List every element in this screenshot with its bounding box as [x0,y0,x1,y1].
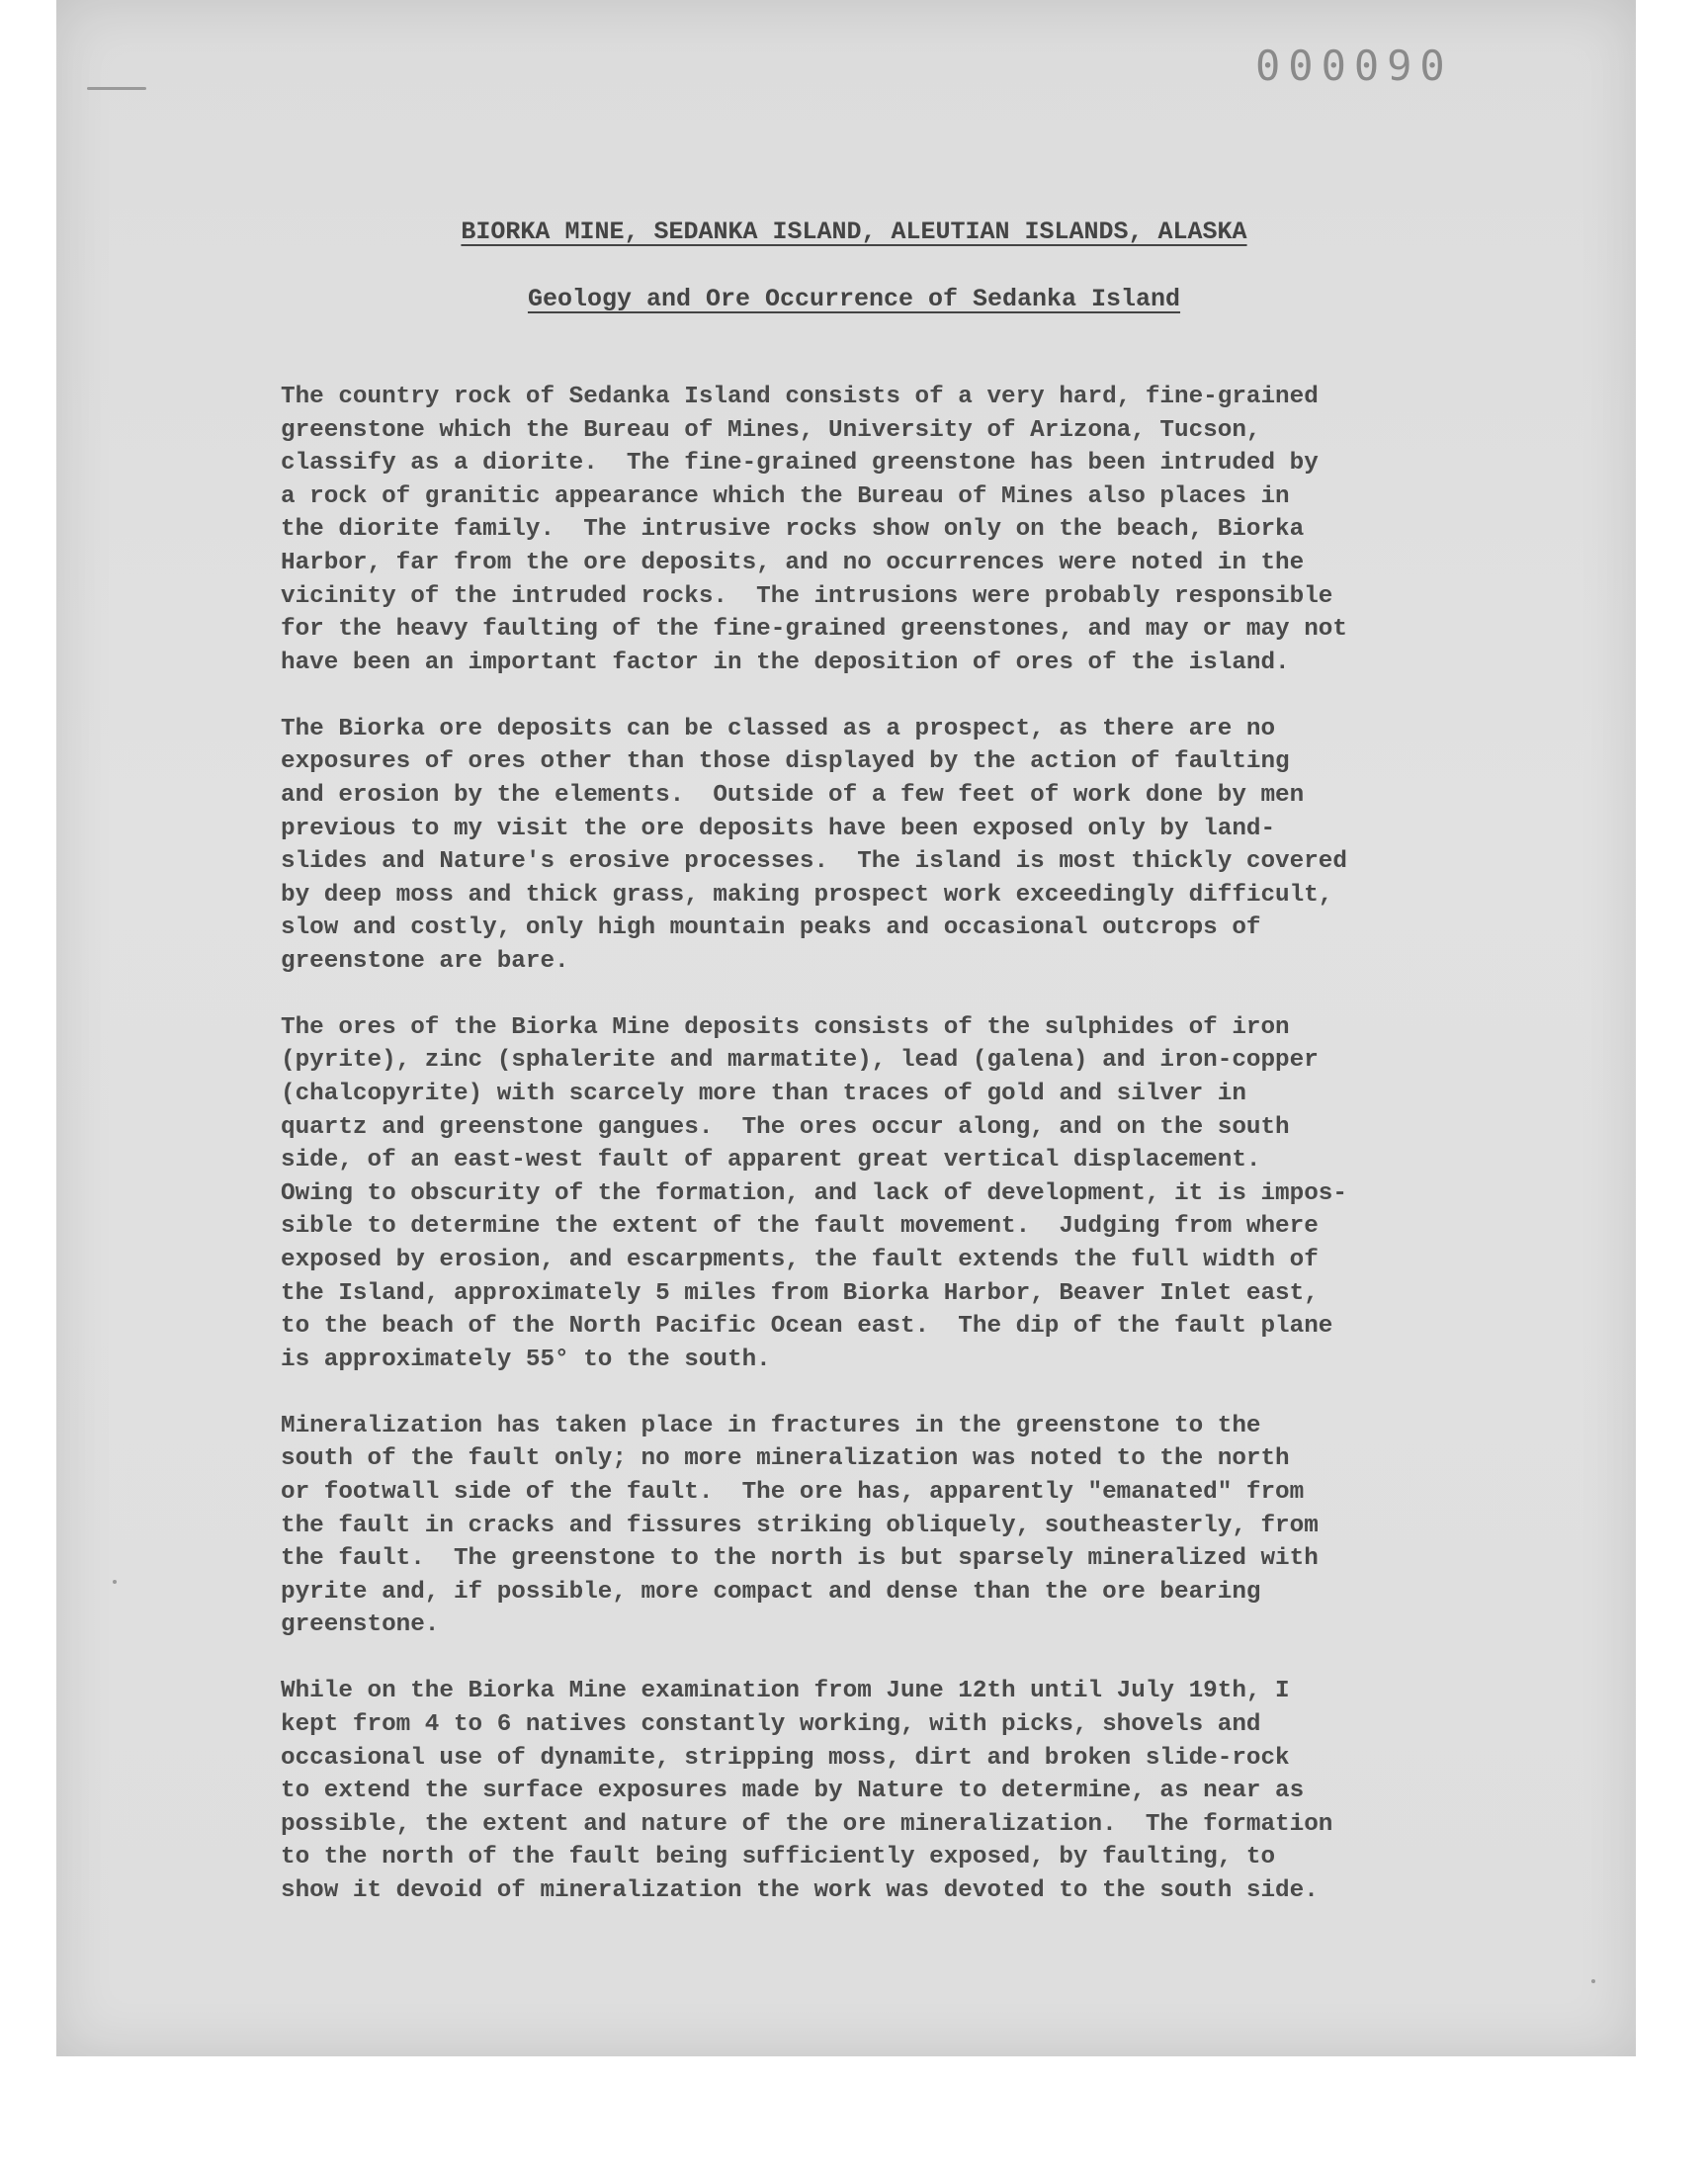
document-body [281,381,1506,1941]
paragraph-2: The Biorka ore deposits can be classed as a prospect, as there are no exposures of ores other than those displayed by the action of faulting and erosion by the elements. Outside of a few feet of work done by men previous to my visit the ore deposits have been exposed only by land- slides and Nature's erosive processes. The island is most thickly covered by deep moss and thick grass, making prospect work exceedingly difficult, slow and costly, only high mountain peaks and occasional outcrops of greenstone are bare. [281,715,1347,975]
paragraph-5: While on the Biorka Mine examination from June 12th until July 19th, I kept from 4 to 6 natives constantly working, with picks, shovels and occasional use of dynamite, stripping moss, dirt and broken slide-rock to extend the surface exposures made by Nature to determine, as near as possible, the extent and nature of the ore mineralization. The formation to the north of the fault being sufficiently exposed, by faulting, to show it devoid of mineralization the work was devoted to the south side. [281,1678,1333,1904]
scan-speck [87,87,146,90]
paragraph-1: The country rock of Sedanka Island consists of a very hard, fine-grained greenstone which the Bureau of Mines, University of Arizona, Tucson, classify as a diorite. The fine-grained greenstone has been intruded by a rock of granitic appearance which the Bureau of Mines also places in the diorite family. The intrusive rocks show only on the beach, Biorka Harbor, far from the ore deposits, and no occurrences were noted in the vicinity of the intruded rocks. The intrusions were probably responsible for the heavy faulting of the fine-grained greenstones, and may or may not have been an important factor in the deposition of ores of the island. [281,384,1347,676]
paragraph-3: The ores of the Biorka Mine deposits consists of the sulphides of iron (pyrite), zinc (sphalerite and marmatite), lead (galena) and iron-copper (chalcopyrite) with scarcely more than traces of gold and silver in quartz and greenstone gangues. The ores occur along, and on the south side, of an east-west fault of apparent great vertical displacement. Owing to obscurity of the formation, and lack of development, it is impos- sible to determine the extent of the fault movement. Judging from where exposed by erosion, and escarpments, the fault extends the full width of the Island, approximately 5 miles from Biorka Harbor, Beaver Inlet east, to the beach of the North Pacific Ocean east. The dip of the fault plane is approximately 55° to the south. [281,1013,1347,1373]
scan-speck [1591,1979,1595,1983]
document-title: BIORKA MINE, SEDANKA ISLAND, ALEUTIAN ISLANDS, ALASKA [461,218,1247,246]
page-number: 000090 [1255,42,1453,90]
scan-speck [113,1580,117,1584]
paragraph-4: Mineralization has taken place in fractures in the greenstone to the south of the fault only; no more mineralization was noted to the north or footwall side of the fault. The ore has, apparently "emanated" from the fault in cracks and fissures striking obliquely, southeasterly, from the fault. The greenstone to the north is but sparsely mineralized with pyrite and, if possible, more compact and dense than the ore bearing greenstone. [281,1412,1319,1639]
document-subtitle: Geology and Ore Occurrence of Sedanka Island [527,285,1181,313]
